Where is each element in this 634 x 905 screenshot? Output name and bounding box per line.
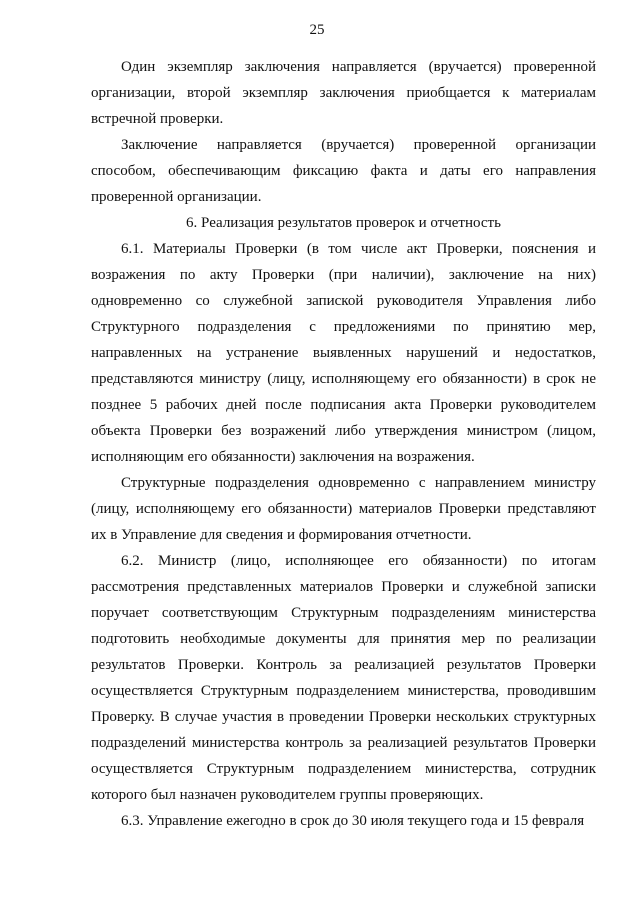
document-body: [91, 54, 596, 834]
paragraph-conclusion-delivery: Заключение направляется (вручается) проверенной организации способом, обеспечивающим фиксацию факта и даты его направления проверенной организации.: [91, 137, 596, 205]
paragraph-6-3: 6.3. Управление ежегодно в срок до 30 июля текущего года и 15 февраля: [121, 813, 585, 829]
section-heading: 6. Реализация результатов проверок и отчетность: [186, 215, 501, 231]
paragraph-copy-distribution: Один экземпляр заключения направляется (вручается) проверенной организации, второй экземпляр заключения приобщается к материалам встречной проверки.: [91, 59, 596, 127]
page-number: 25: [309, 22, 325, 38]
paragraph-6-2: 6.2. Министр (лицо, исполняющее его обязанности) по итогам рассмотрения представленных материалов Проверки и служебной записки поручает соответствующим Структурным подразделениям министерства подготовить необходимые документы для принятия мер по реализации результатов Проверки. Контроль за реализацией результатов Проверки осуществляется Структурным подразделением министерства, проводившим Проверку. В случае участия в проведении Проверки нескольких структурных подразделений министерства контроль за реализацией результатов Проверки осуществляется Структурным подразделением министерства, сотрудник которого был назначен руководителем группы проверяющих.: [91, 553, 596, 803]
paragraph-6-1: 6.1. Материалы Проверки (в том числе акт Проверки, пояснения и возражения по акту Проверки (при наличии), заключение на них) одновременно со служебной запиской руководителя Управления либо Структурного подразделения с предложениями по принятию мер, направленных на устранение выявленных нарушений и недостатков, представляются министру (лицу, исполняющему его обязанности) в срок не позднее 5 рабочих дней после подписания акта Проверки руководителем объекта Проверки без возражений либо утверждения министром (лицом, исполняющим его обязанности) заключения на возражения.: [91, 241, 596, 465]
paragraph-structural-units: Структурные подразделения одновременно с направлением министру (лицу, исполняющему его обязанности) материалов Проверки представляют их в Управление для сведения и формирования отчетности.: [91, 475, 596, 543]
